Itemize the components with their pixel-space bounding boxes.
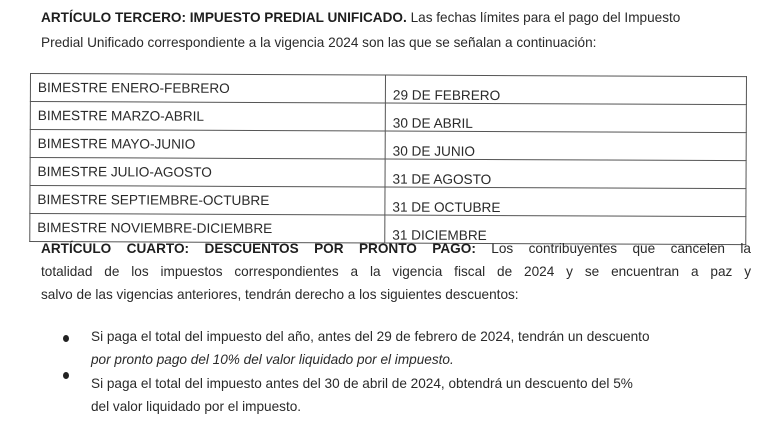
bullet-1-line-2: por pronto pago del 10% del valor liquidado por el impuesto. [91, 352, 454, 367]
period-cell: BIMESTRE ENERO-FEBRERO [30, 74, 385, 104]
period-cell: BIMESTRE JULIO-AGOSTO [30, 158, 385, 188]
article-4-text: Los contribuyentes que cancelen la [491, 241, 751, 256]
article-4-line-2: totalidad de los impuestos correspondientes a la vigencia fiscal de 2024 y se encuentran a paz y [41, 264, 751, 279]
deadline-cell: 30 DE ABRIL [385, 103, 746, 133]
bullet-2-line-1: Si paga el total del impuesto antes del 30 de abril de 2024, obtendrá un descuento del 5% [91, 376, 633, 391]
article-3-line-2: Predial Unificado correspondiente a la vigencia 2024 son las que se señalan a continuación: [41, 35, 597, 50]
bullet-icon [63, 335, 69, 342]
period-cell: BIMESTRE MARZO-ABRIL [30, 102, 385, 132]
deadline-cell: 31 DE OCTUBRE [385, 187, 746, 217]
article-4-line-3: salvo de las vigencias anteriores, tendrán derecho a los siguientes descuentos: [41, 287, 519, 302]
bullet-icon [63, 372, 69, 379]
article-4-line-1 [41, 241, 751, 256]
article-3-line-1 [41, 10, 680, 25]
bullet-2-line-2: del valor liquidado por el impuesto. [91, 399, 302, 414]
deadline-cell: 31 DE AGOSTO [385, 159, 746, 189]
period-cell: BIMESTRE NOVIEMBRE-DICIEMBRE [30, 214, 385, 244]
article-4-heading: ARTÍCULO CUARTO: DESCUENTOS POR PRONTO PAGO: [41, 241, 476, 256]
bullet-1-line-1: Si paga el total del impuesto del año, antes del 29 de febrero de 2024, tendrán un descuento [91, 329, 650, 344]
table-row [30, 214, 746, 245]
deadline-cell: 29 DE FEBRERO [385, 75, 746, 105]
period-cell: BIMESTRE MAYO-JUNIO [30, 130, 385, 160]
article-3-text: Las fechas límites para el pago del Impuesto [406, 10, 681, 25]
table-row [30, 74, 746, 105]
article-3-heading: ARTÍCULO TERCERO: IMPUESTO PREDIAL UNIFICADO. [41, 10, 407, 25]
table-row [30, 158, 746, 189]
deadlines-table [29, 73, 747, 245]
table-row [30, 102, 746, 133]
table-row [30, 130, 746, 161]
period-cell: BIMESTRE SEPTIEMBRE-OCTUBRE [30, 186, 385, 216]
deadline-cell: 30 DE JUNIO [385, 131, 746, 161]
table-row [30, 186, 746, 217]
deadline-cell: 31 DICIEMBRE [385, 215, 746, 245]
